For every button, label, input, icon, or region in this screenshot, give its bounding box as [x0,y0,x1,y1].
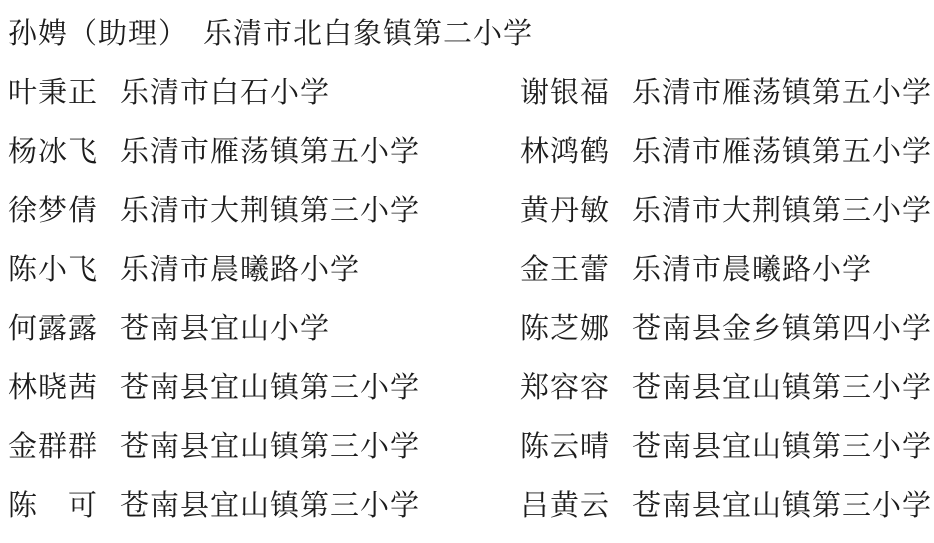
teacher-school: 苍南县宜山镇第三小学 [120,431,421,463]
teacher-name: 金群群 [8,431,99,463]
teacher-school: 乐清市晨曦路小学 [632,254,873,286]
teacher-name: 郑容容 [520,372,611,404]
teacher-name: 黄丹敏 [520,195,611,227]
teacher-school: 苍南县宜山镇第三小学 [120,372,421,404]
roster-entry-right [520,129,934,170]
teacher-school: 乐清市雁荡镇第五小学 [632,77,933,109]
teacher-school: 苍南县宜山镇第三小学 [632,372,933,404]
roster-row [8,120,934,179]
header-line [8,2,934,61]
teacher-name: 吕黄云 [520,490,611,522]
teacher-school: 苍南县金乡镇第四小学 [632,313,933,345]
teacher-name: 陈芝娜 [520,313,611,345]
assistant-name: 孙娉（助理） [8,18,189,50]
teacher-name: 叶秉正 [8,77,99,109]
roster-entry-left [8,424,520,465]
teacher-school: 乐清市雁荡镇第五小学 [632,136,933,168]
teacher-school: 乐清市晨曦路小学 [120,254,361,286]
teacher-school: 乐清市白石小学 [120,77,331,109]
teacher-name: 谢银福 [520,77,611,109]
roster-entry-left [8,306,520,347]
roster-entry-right [520,247,934,288]
roster-row [8,61,934,120]
teacher-school: 苍南县宜山镇第三小学 [632,490,933,522]
roster-entry-left [8,247,520,288]
roster-entry-right [520,424,934,465]
roster-entry-right [520,188,934,229]
roster-entry-left [8,129,520,170]
teacher-name: 林晓茜 [8,372,99,404]
teacher-name: 陈云晴 [520,431,611,463]
roster-row [8,297,934,356]
teacher-school: 苍南县宜山小学 [120,313,331,345]
roster-entry-right [520,483,934,524]
teacher-name: 林鸿鹤 [520,136,611,168]
roster-row [8,474,934,533]
roster-row [8,238,934,297]
roster-entry-left [8,188,520,229]
teacher-name: 徐梦倩 [8,195,99,227]
teacher-school: 乐清市大荆镇第三小学 [120,195,421,227]
teacher-name: 杨冰飞 [8,136,99,168]
roster-row [8,356,934,415]
teacher-name: 何露露 [8,313,99,345]
roster-entry-right [520,306,934,347]
roster-entry-right [520,70,934,111]
roster-entry-left [8,70,520,111]
teacher-school: 乐清市雁荡镇第五小学 [120,136,421,168]
roster-row [8,179,934,238]
roster-row [8,415,934,474]
roster-entry-left [8,365,520,406]
teacher-school: 苍南县宜山镇第三小学 [120,490,421,522]
assistant-school: 乐清市北白象镇第二小学 [203,18,534,50]
teacher-school: 苍南县宜山镇第三小学 [632,431,933,463]
teacher-school: 乐清市大荆镇第三小学 [632,195,933,227]
roster-entry-right [520,365,934,406]
teacher-name: 陈 可 [8,490,99,522]
teacher-name: 金王蕾 [520,254,611,286]
teacher-name: 陈小飞 [8,254,99,286]
roster-entry-left [8,483,520,524]
